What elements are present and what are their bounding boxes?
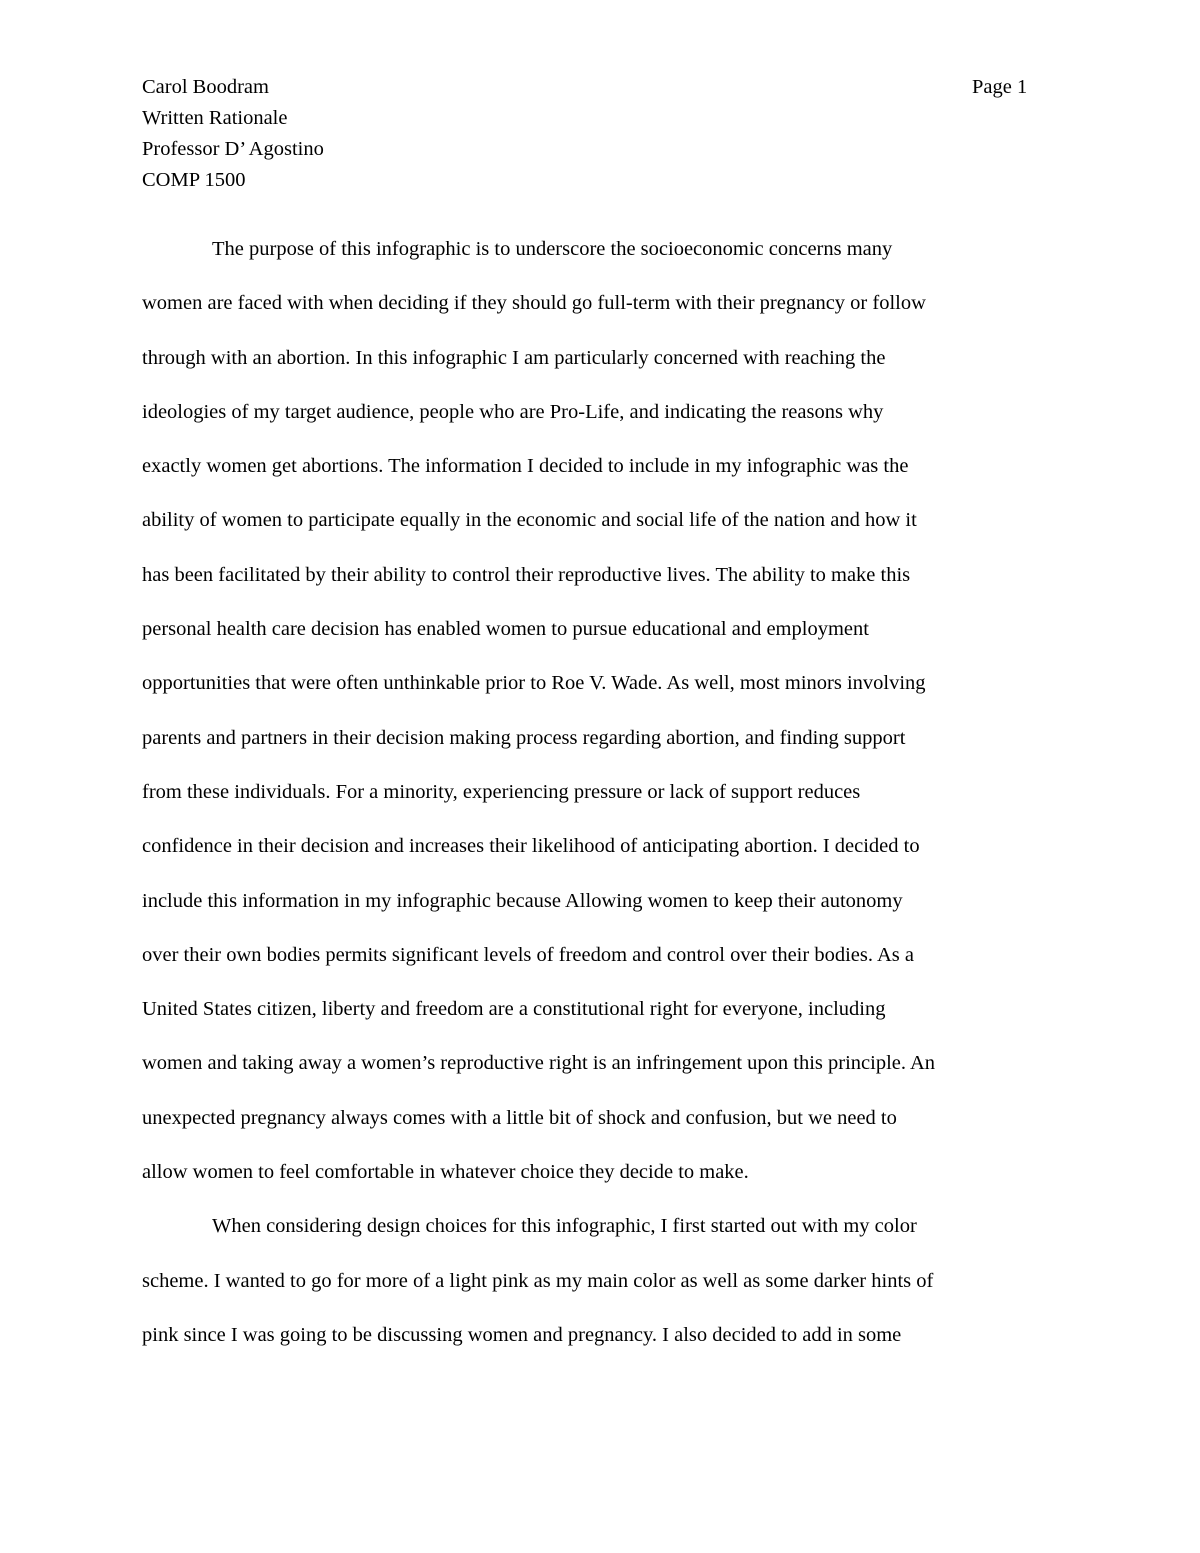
paragraph-1-line: allow women to feel comfortable in whatever choice they decide to make. <box>142 1161 749 1184</box>
paragraph-1-line: from these individuals. For a minority, experiencing pressure or lack of support reduces <box>142 780 861 803</box>
paragraph-1-line: include this information in my infographic because Allowing women to keep their autonomy <box>142 889 903 912</box>
paragraph-2-line: When considering design choices for this infographic, I first started out with my color <box>212 1215 917 1238</box>
course-code: COMP 1500 <box>142 169 246 191</box>
paragraph-2-line: pink since I was going to be discussing women and pregnancy. I also decided to add in some <box>142 1323 902 1346</box>
paragraph-1-line: unexpected pregnancy always comes with a little bit of shock and confusion, but we need to <box>142 1106 897 1129</box>
paragraph-1-line: ability of women to participate equally in the economic and social life of the nation and how it <box>142 509 917 532</box>
page-number: Page 1 <box>972 76 1028 98</box>
paragraph-1-line: women are faced with when deciding if they should go full-term with their pregnancy or follow <box>142 292 926 315</box>
author-name: Carol Boodram <box>142 76 269 98</box>
paragraph-1-line: over their own bodies permits significant levels of freedom and control over their bodies. As a <box>142 943 914 966</box>
paragraph-1-line: opportunities that were often unthinkable prior to Roe V. Wade. As well, most minors involving <box>142 672 926 695</box>
document-header <box>142 72 1042 196</box>
paragraph-1-line: exactly women get abortions. The information I decided to include in my infographic was the <box>142 455 909 478</box>
paragraph-1-line: The purpose of this infographic is to underscore the socioeconomic concerns many <box>212 238 893 260</box>
body-text <box>142 222 1072 1362</box>
professor-name: Professor D’ Agostino <box>142 138 324 160</box>
paragraph-1-line: ideologies of my target audience, people who are Pro-Life, and indicating the reasons why <box>142 400 884 423</box>
paragraph-1-line: through with an abortion. In this infographic I am particularly concerned with reaching the <box>142 346 886 369</box>
document-title: Written Rationale <box>142 107 288 129</box>
paragraph-1-line: personal health care decision has enabled women to pursue educational and employment <box>142 618 869 641</box>
paragraph-1-line: has been facilitated by their ability to control their reproductive lives. The ability to make this <box>142 563 911 586</box>
paragraph-1-line: United States citizen, liberty and freedom are a constitutional right for everyone, including <box>142 998 886 1021</box>
paragraph-1-line: confidence in their decision and increases their likelihood of anticipating abortion. I decided to <box>142 835 920 858</box>
paragraph-1-line: parents and partners in their decision making process regarding abortion, and finding support <box>142 726 906 749</box>
paragraph-2-line: scheme. I wanted to go for more of a light pink as my main color as well as some darker hints of <box>142 1269 934 1292</box>
paragraph-1-line: women and taking away a women’s reproductive right is an infringement upon this principle. An <box>142 1052 936 1075</box>
